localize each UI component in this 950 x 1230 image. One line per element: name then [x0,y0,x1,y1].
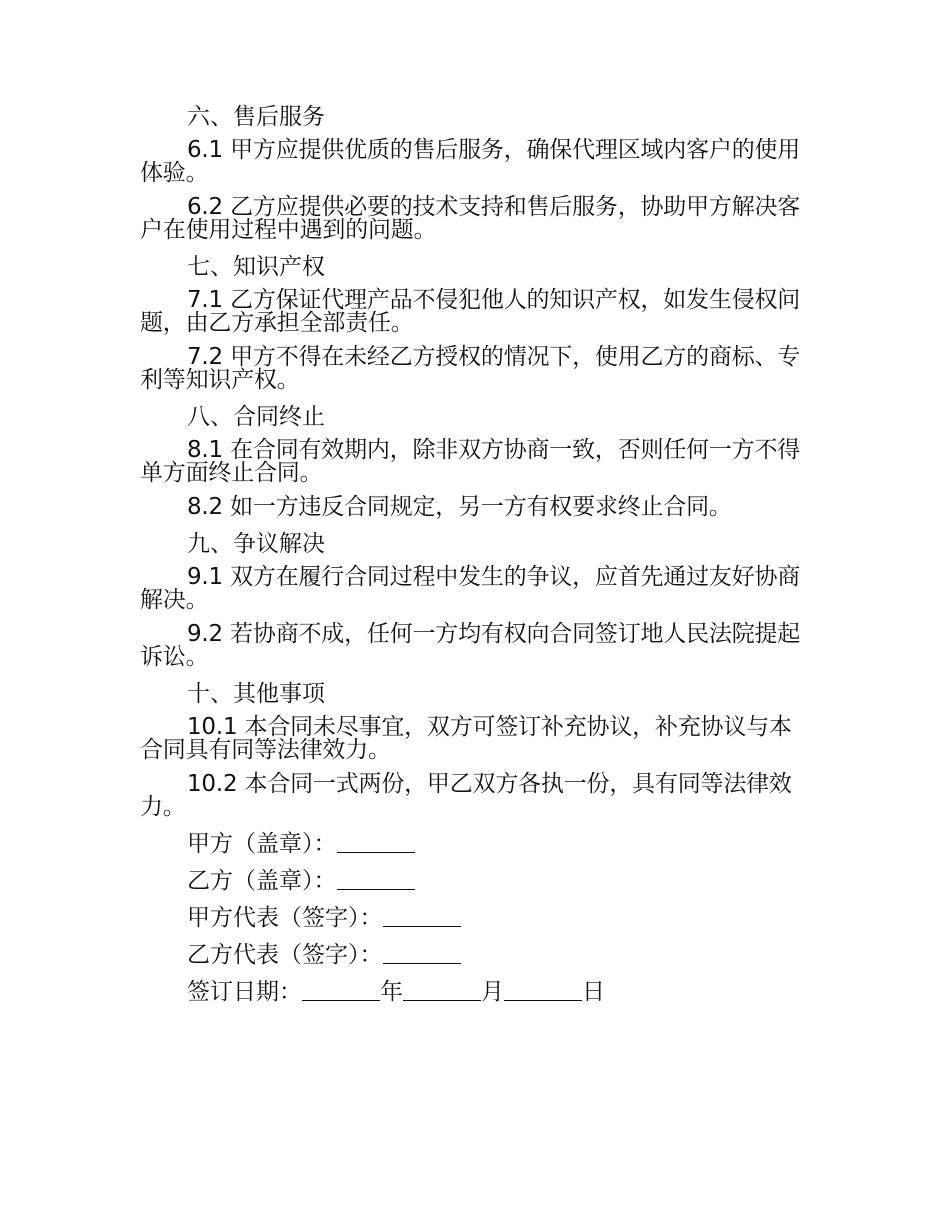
day-blank [504,980,582,1001]
section-heading: 十、其他事项 [187,681,325,707]
section-heading: 六、售后服务 [187,104,325,130]
party-a-rep-line [140,904,805,932]
sign-date-line [140,978,805,1006]
clause-paragraph: 10.1 本合同未尽事宜，双方可签订补充协议，补充协议与本合同具有同等法律效力。 [140,714,792,763]
party-a-rep-blank [383,906,461,927]
party-a-seal-line [140,830,805,858]
party-b-seal-blank [337,869,415,890]
clause-paragraph: 7.2 甲方不得在未经乙方授权的情况下，使用乙方的商标、专利等知识产权。 [140,344,801,393]
section-heading: 八、合同终止 [187,404,325,430]
clause-paragraph: 10.2 本合同一式两份，甲乙双方各执一份，具有同等法律效力。 [140,771,792,820]
party-a-seal-label: 甲方（盖章）： [187,831,337,857]
sign-date-label: 签订日期： [187,979,302,1005]
clause-paragraph: 6.1 甲方应提供优质的售后服务，确保代理区域内客户的使用体验。 [140,137,801,186]
clause-paragraph: 9.1 双方在履行合同过程中发生的争议，应首先通过友好协商解决。 [140,564,801,613]
party-b-rep-label: 乙方代表（签字）： [187,942,383,968]
clause-paragraph: 6.2 乙方应提供必要的技术支持和售后服务，协助甲方解决客户在使用过程中遇到的问题。 [140,194,801,243]
clause-paragraph: 7.1 乙方保证代理产品不侵犯他人的知识产权，如发生侵权问题，由乙方承担全部责任。 [140,287,801,336]
section-heading: 九、争议解决 [187,531,325,557]
clause-paragraph: 8.1 在合同有效期内，除非双方协商一致，否则任何一方不得单方面终止合同。 [140,437,801,486]
day-label: 日 [582,979,605,1005]
clause-paragraph: 9.2 若协商不成，任何一方均有权向合同签订地人民法院提起诉讼。 [140,621,801,670]
party-b-rep-blank [383,943,461,964]
section-heading: 七、知识产权 [187,254,325,280]
clause-paragraph: 8.2 如一方违反合同规定，另一方有权要求终止合同。 [187,494,732,520]
year-blank [302,980,380,1001]
party-a-rep-label: 甲方代表（签字）： [187,905,383,931]
party-b-seal-line [140,867,805,895]
document-body [140,103,805,1015]
party-b-seal-label: 乙方（盖章）： [187,868,337,894]
month-label: 月 [481,979,504,1005]
month-blank [403,980,481,1001]
year-label: 年 [380,979,403,1005]
party-a-seal-blank [337,832,415,853]
party-b-rep-line [140,941,805,969]
